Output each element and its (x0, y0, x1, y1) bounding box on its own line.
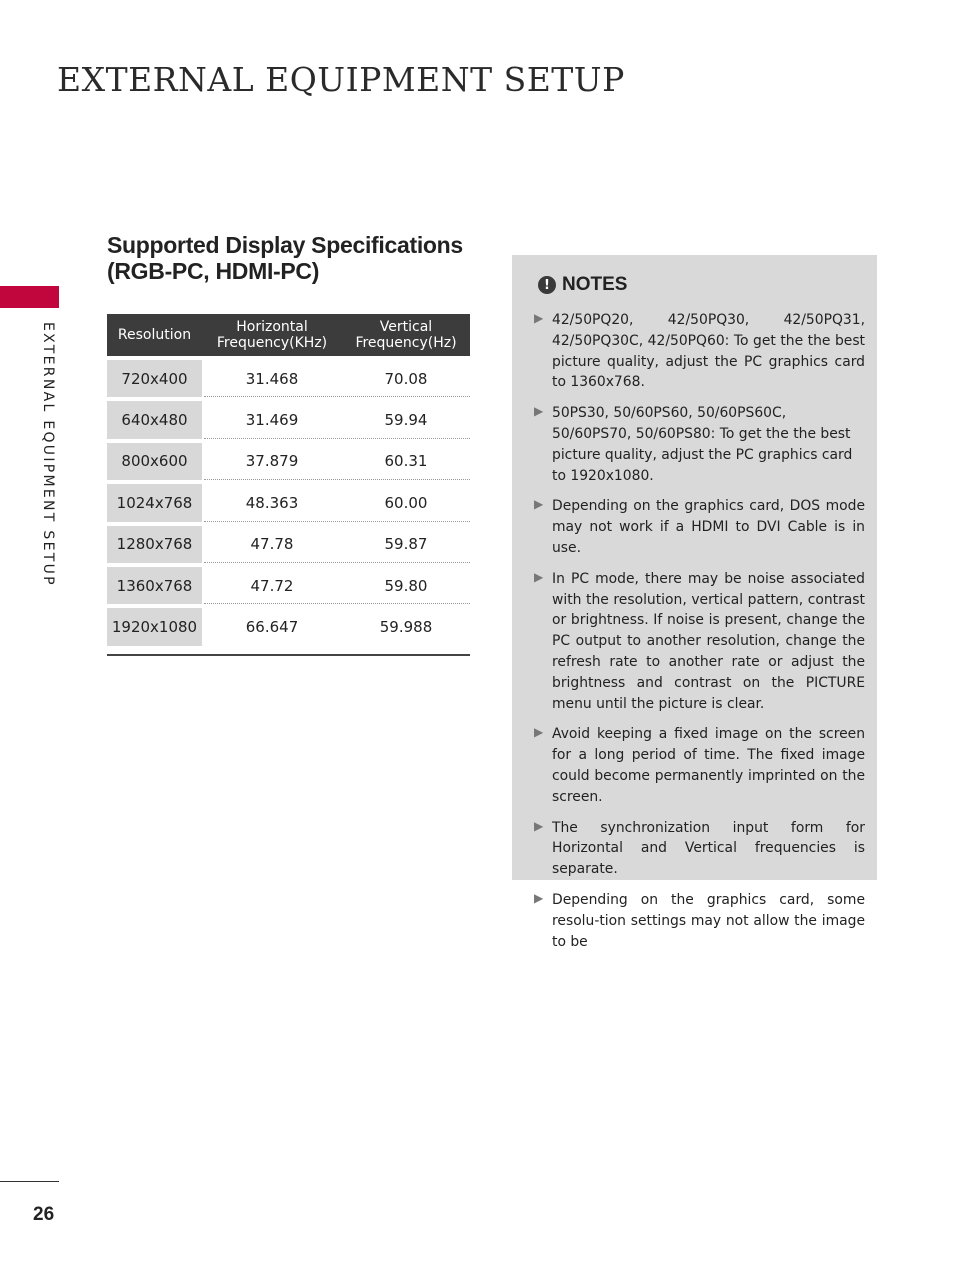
cell-resolution: 1360x768 (107, 567, 202, 604)
cell-resolution: 1280x768 (107, 526, 202, 563)
cell-resolution: 640x480 (107, 401, 202, 438)
header-vertical-line2: Frequency(Hz) (355, 335, 457, 351)
display-spec-table (107, 314, 470, 656)
note-text: 42/50PQ20, 42/50PQ30, 42/50PQ31, 42/50PQ30C, 42/50PQ60: To get the the best picture quality, adjust the PC graphics card to 1360x768. (552, 312, 865, 391)
exclamation-icon: ! (538, 276, 556, 294)
table-row (107, 522, 470, 563)
note-text: In PC mode, there may be noise associated with the resolution, vertical pattern, contrast or brightness. If noise is present, change the PC output to another resolution, change the refresh rate to another rate or adjust the brightness and contrast on the PICTURE menu until the picture is clear. (552, 570, 865, 712)
cell-horizontal-frequency: 66.647 (245, 618, 299, 637)
header-horizontal-line1: Horizontal (236, 319, 308, 335)
cell-vertical-frequency: 60.00 (384, 493, 428, 512)
triangle-bullet-icon: ▶ (534, 311, 544, 325)
cell-horizontal-frequency: 47.78 (250, 535, 294, 554)
cell-vertical-frequency: 59.80 (384, 576, 428, 595)
cell-horizontal-frequency: 48.363 (245, 493, 299, 512)
chapter-side-label: EXTERNAL EQUIPMENT SETUP (40, 322, 56, 587)
page-title: EXTERNAL EQUIPMENT SETUP (57, 60, 625, 99)
cell-horizontal-frequency: 31.469 (245, 411, 299, 430)
cell-horizontal-frequency: 47.72 (250, 576, 294, 595)
table-row (107, 439, 470, 480)
page-number: 26 (33, 1204, 55, 1225)
table-row (107, 604, 470, 645)
note-text: Depending on the graphics card, DOS mode may not work if a HDMI to DVI Cable is in use. (552, 498, 865, 556)
section-title-line1: Supported Display Specifications (107, 232, 463, 258)
header-horizontal-line2: Frequency(KHz) (216, 335, 328, 351)
notes-list (534, 310, 865, 962)
cell-resolution: 800x600 (107, 443, 202, 480)
notes-header (538, 274, 627, 296)
table-bottom-rule (107, 654, 470, 656)
triangle-bullet-icon: ▶ (534, 569, 544, 584)
note-item (534, 310, 865, 393)
section-title-line2: (RGB-PC, HDMI-PC) (107, 258, 320, 284)
triangle-bullet-icon: ▶ (534, 890, 544, 905)
triangle-bullet-icon: ▶ (534, 497, 544, 512)
cell-horizontal-frequency: 31.468 (245, 369, 299, 388)
table-header (107, 314, 470, 356)
triangle-bullet-icon: ▶ (534, 725, 544, 740)
note-item (534, 724, 865, 807)
note-text: Avoid keeping a fixed image on the screen for a long period of time. The fixed image could become permanently imprinted on the screen. (552, 726, 865, 805)
note-item (534, 890, 865, 952)
note-text: Depending on the graphics card, some resolu-tion settings may not allow the image to be (552, 891, 865, 950)
note-text: The synchronization input form for Horizontal and Vertical frequencies is separate. (552, 819, 865, 878)
cell-resolution: 1920x1080 (107, 608, 202, 645)
note-item (534, 818, 865, 880)
cell-resolution: 720x400 (107, 360, 202, 397)
note-text: 50PS30, 50/60PS60, 50/60PS60C, 50/60PS70, 50/60PS80: To get the the best picture quality, adjust the PC graphics card to 1920x1080. (552, 405, 853, 484)
note-item (534, 496, 865, 558)
table-row (107, 397, 470, 438)
note-item (534, 403, 865, 486)
header-horizontal-frequency (202, 314, 342, 356)
footer-rule (0, 1181, 59, 1182)
table-row (107, 480, 470, 521)
cell-vertical-frequency: 60.31 (384, 452, 428, 471)
cell-vertical-frequency: 59.94 (384, 411, 428, 430)
cell-vertical-frequency: 59.988 (379, 618, 433, 637)
header-resolution: Resolution (117, 327, 192, 343)
notes-title: NOTES (562, 274, 628, 295)
header-vertical-line1: Vertical (379, 319, 433, 335)
cell-vertical-frequency: 59.87 (384, 535, 428, 554)
cell-horizontal-frequency: 37.879 (245, 452, 299, 471)
cell-vertical-frequency: 70.08 (384, 369, 428, 388)
triangle-bullet-icon: ▶ (534, 404, 544, 419)
header-vertical-frequency (342, 314, 470, 356)
chapter-tab-marker (0, 286, 59, 308)
section-title (107, 232, 487, 284)
table-row (107, 563, 470, 604)
triangle-bullet-icon: ▶ (534, 818, 544, 833)
table-row (107, 356, 470, 397)
notes-panel (512, 255, 877, 950)
cell-resolution: 1024x768 (107, 484, 202, 521)
note-item (534, 569, 865, 715)
